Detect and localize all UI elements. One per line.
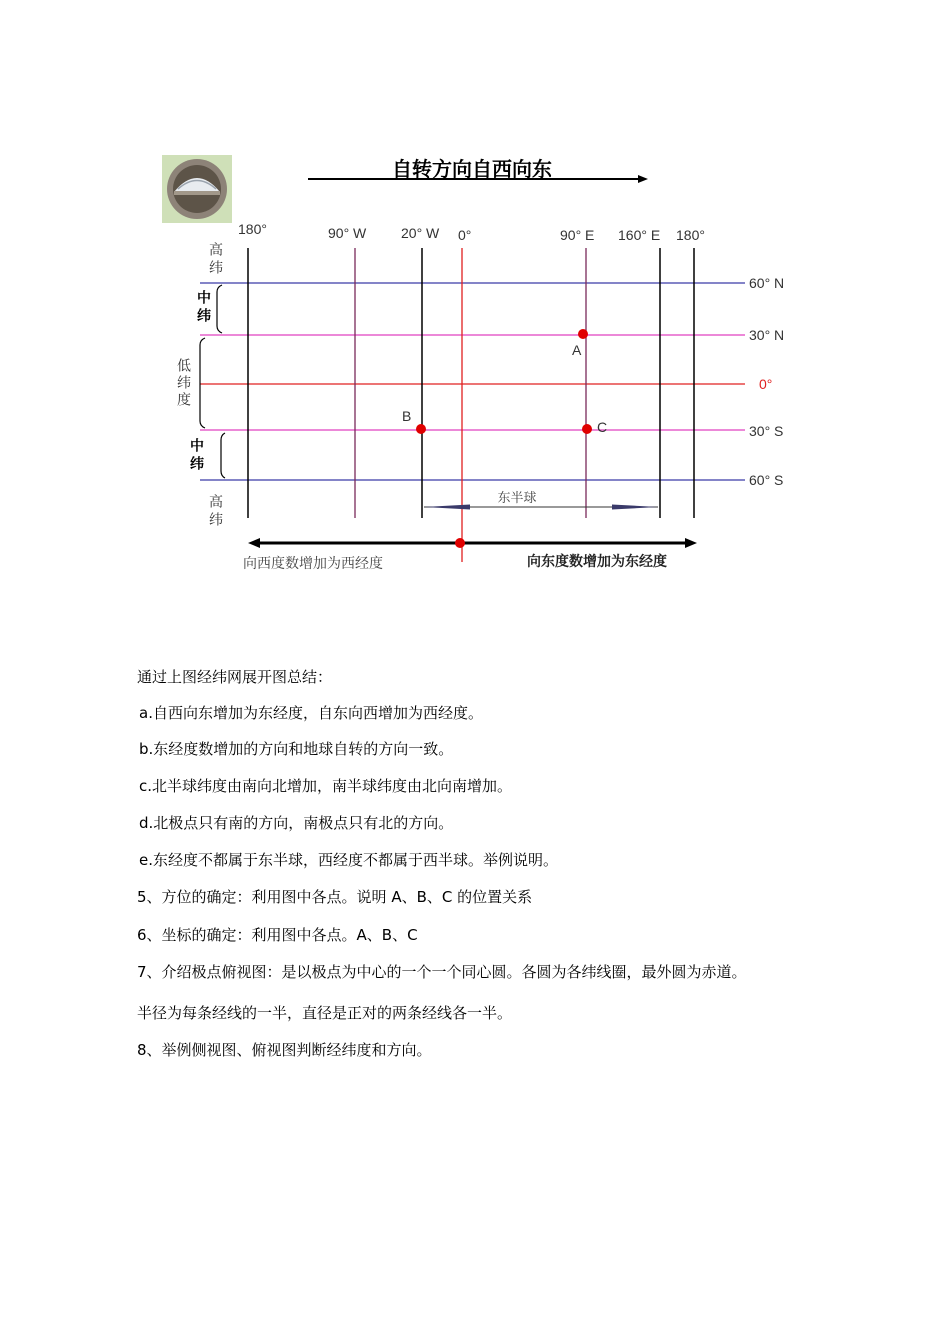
label-180w: 180° bbox=[238, 221, 267, 237]
label-180e: 180° bbox=[676, 227, 705, 243]
summary-intro: 通过上图经纬网展开图总结： bbox=[137, 668, 333, 686]
arrow-right-head bbox=[685, 538, 697, 548]
summary-item-a: a.自西向东增加为东经度，自东向西增加为西经度。 bbox=[139, 704, 483, 722]
point-a-label: A bbox=[572, 342, 582, 358]
label-30s: 30° S bbox=[749, 423, 784, 439]
arrow-left-head bbox=[248, 538, 260, 548]
summary-item-c: c.北半球纬度由南向北增加，南半球纬度由北向南增加。 bbox=[139, 777, 513, 795]
zone-high-north: 高纬 bbox=[207, 242, 223, 278]
label-90e: 90° E bbox=[560, 227, 595, 243]
bracket-mid-north bbox=[217, 285, 222, 333]
section-5-direction: 5、方位的确定：利用图中各点。说明 A、B、C 的位置关系 bbox=[137, 888, 533, 906]
east-increase-label: 向东度数增加为东经度 bbox=[527, 554, 667, 570]
summary-item-e: e.东经度不都属于东半球，西经度不都属于西半球。举例说明。 bbox=[139, 851, 558, 869]
section-6-coordinates: 6、坐标的确定：利用图中各点。A、B、C bbox=[137, 926, 418, 944]
section-7-polar-view: 7、介绍极点俯视图：是以极点为中心的一个一个同心圆。各圆为各纬线圈，最外圆为赤道。 bbox=[137, 963, 747, 981]
prime-origin-point bbox=[455, 538, 465, 548]
label-20w: 20° W bbox=[401, 225, 440, 241]
rotation-title: 自转方向自西向东 bbox=[392, 157, 552, 181]
summary-item-d: d.北极点只有南的方向，南极点只有北的方向。 bbox=[139, 814, 454, 832]
zone-high-south: 高纬 bbox=[207, 494, 223, 530]
west-increase-label: 向西度数增加为西经度 bbox=[243, 556, 383, 572]
zone-mid-south: 中纬 bbox=[188, 438, 204, 474]
summary-item-b: b.东经度数增加的方向和地球自转的方向一致。 bbox=[139, 740, 454, 758]
graticule-diagram bbox=[0, 0, 950, 600]
label-60n: 60° N bbox=[749, 275, 785, 291]
point-b bbox=[416, 424, 426, 434]
point-b-label: B bbox=[402, 408, 412, 424]
globe-icon bbox=[162, 155, 232, 223]
bracket-mid-south bbox=[221, 433, 225, 478]
point-c bbox=[582, 424, 592, 434]
east-hemisphere-left-head bbox=[424, 505, 470, 510]
zone-mid-north: 中纬 bbox=[195, 290, 211, 326]
section-8-examples: 8、举例侧视图、俯视图判断经纬度和方向。 bbox=[137, 1041, 432, 1059]
label-prime: 0° bbox=[458, 227, 472, 243]
label-60s: 60° S bbox=[749, 472, 784, 488]
label-160e: 160° E bbox=[618, 227, 661, 243]
point-a bbox=[578, 329, 588, 339]
label-equator: 0° bbox=[759, 376, 773, 392]
east-hemisphere-label: 东半球 bbox=[497, 491, 537, 506]
label-90w: 90° W bbox=[328, 225, 367, 241]
bracket-low bbox=[200, 338, 205, 428]
section-7-continuation: 半径为每条经线的一半，直径是正对的两条经线各一半。 bbox=[137, 1004, 513, 1022]
point-c-label: C bbox=[597, 419, 608, 435]
label-30n: 30° N bbox=[749, 327, 785, 343]
east-hemisphere-right-head bbox=[612, 505, 658, 510]
zone-low: 低纬度 bbox=[175, 358, 191, 409]
rotation-arrow-head bbox=[638, 175, 648, 183]
